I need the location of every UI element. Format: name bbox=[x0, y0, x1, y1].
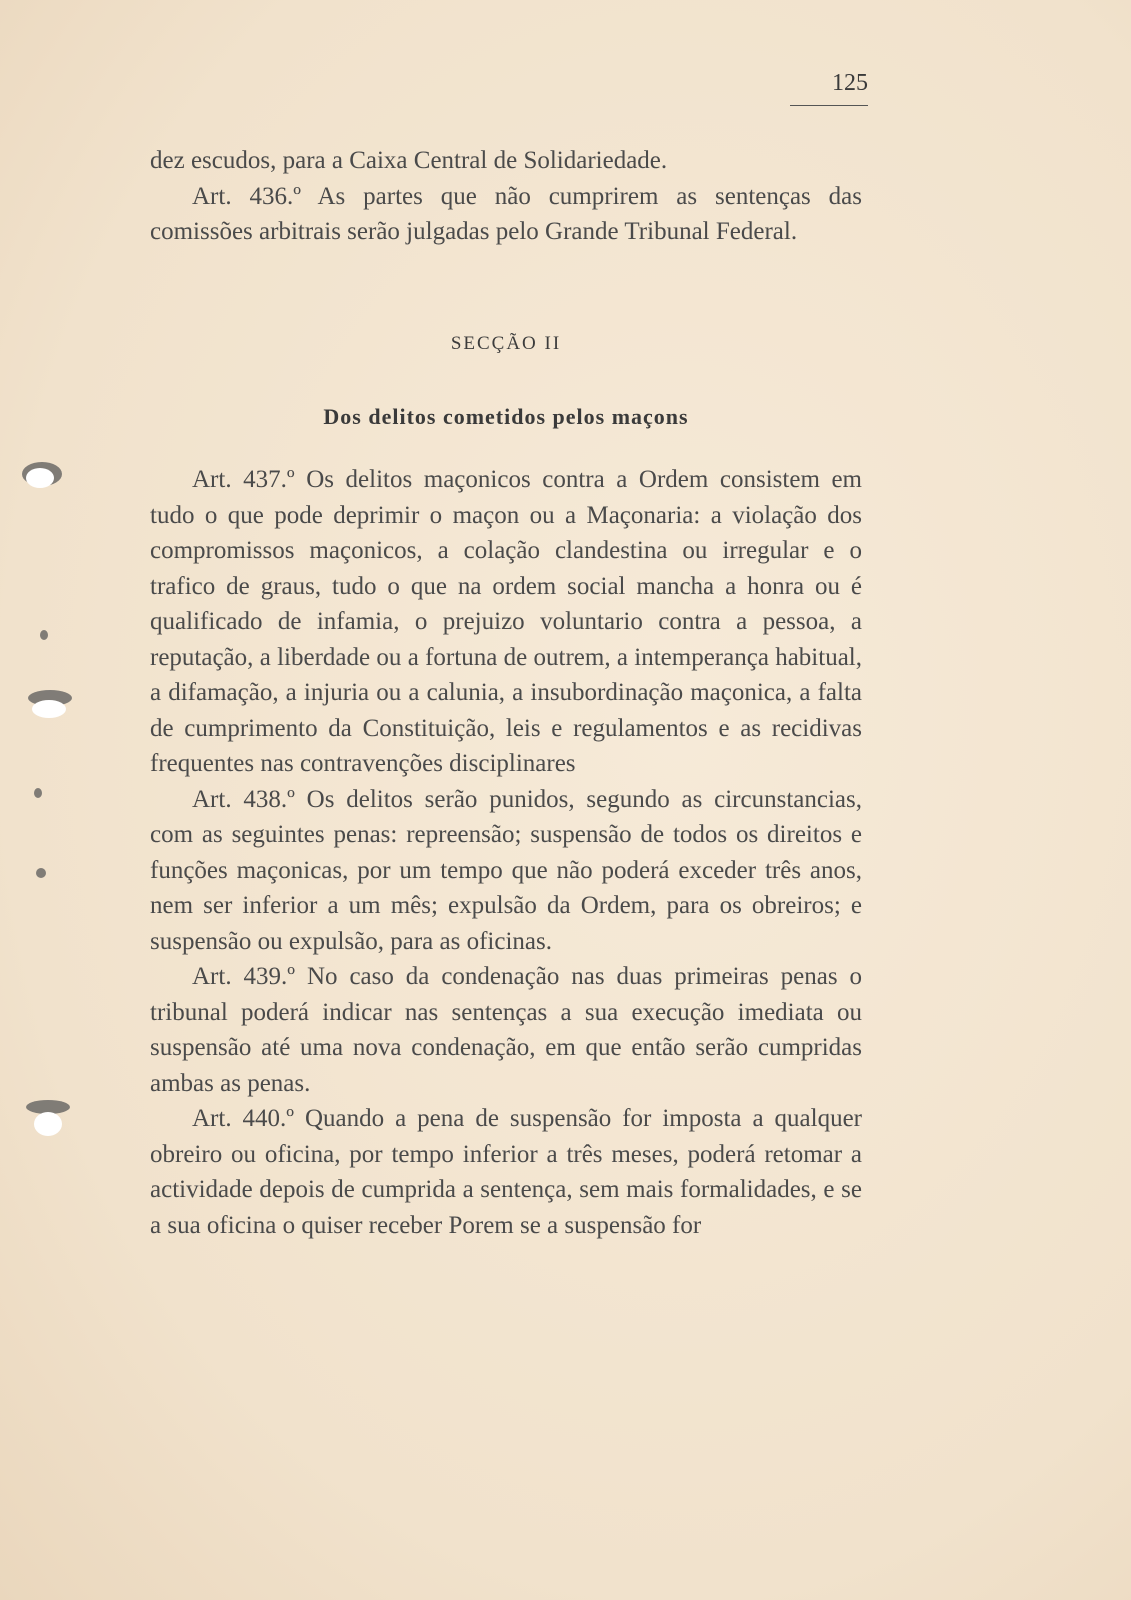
binding-mark bbox=[40, 630, 48, 640]
section-subtitle: Dos delitos cometidos pelos maçons bbox=[323, 404, 689, 429]
paragraph-art-436: Art. 436.º As partes que não cumprirem as sentenças das comissões arbitrais serão julgadas pelo Grande Tribunal Federal. bbox=[150, 182, 862, 245]
paragraph-art-437: Art. 437.º Os delitos maçonicos contra a Ordem consistem em tudo o que pode deprimir o maçon ou a Maçonaria: a violação dos compromissos maçonicos, a colação clandestina ou irregular e o trafico de graus, tudo o que na ordem social mancha a honra ou é qualificado de infamia, o prejuizo voluntario contra a pessoa, a reputação, a liberdade ou a fortuna de outrem, a intemperança habitual, a difamação, a injuria ou a calunia, a insubordinação maçonica, a falta de cumprimento da Constituição, leis e regulamentos e as recidivas frequentes nas contravenções disciplinares bbox=[150, 466, 862, 777]
section-title: SECÇÃO II bbox=[450, 333, 562, 354]
binding-hole bbox=[34, 1112, 62, 1136]
text-block-bottom bbox=[150, 462, 862, 1243]
binding-hole bbox=[26, 468, 54, 488]
paragraph-art-439: Art. 439.º No caso da condenação nas duas primeiras penas o tribunal poderá indicar nas sentenças a sua execução imediata ou suspensão até uma nova condenação, em que então serão cumpridas ambas as penas. bbox=[150, 963, 862, 1097]
text-block-top bbox=[150, 143, 862, 250]
paragraph-continuation: dez escudos, para a Caixa Central de Solidariedade. bbox=[150, 147, 668, 174]
paragraph-art-438: Art. 438.º Os delitos serão punidos, segundo as circunstancias, com as seguintes penas: repreensão; suspensão de todos os direitos e funções maçonicas, por um tempo que não poderá exceder três anos, nem ser inferior a um mês; expulsão da Ordem, para os obreiros; e suspensão ou expulsão, para as oficinas. bbox=[150, 785, 862, 955]
binding-hole bbox=[32, 700, 66, 718]
page-number: 125 bbox=[790, 70, 868, 106]
binding-mark bbox=[36, 868, 46, 878]
binding-mark bbox=[34, 788, 42, 798]
paragraph-art-440: Art. 440.º Quando a pena de suspensão for imposta a qualquer obreiro ou oficina, por tempo inferior a três meses, poderá retomar a actividade depois de cumprida a sentença, sem mais formalidades, e se a sua oficina o quiser receber Porem se a suspensão for bbox=[150, 1105, 862, 1239]
